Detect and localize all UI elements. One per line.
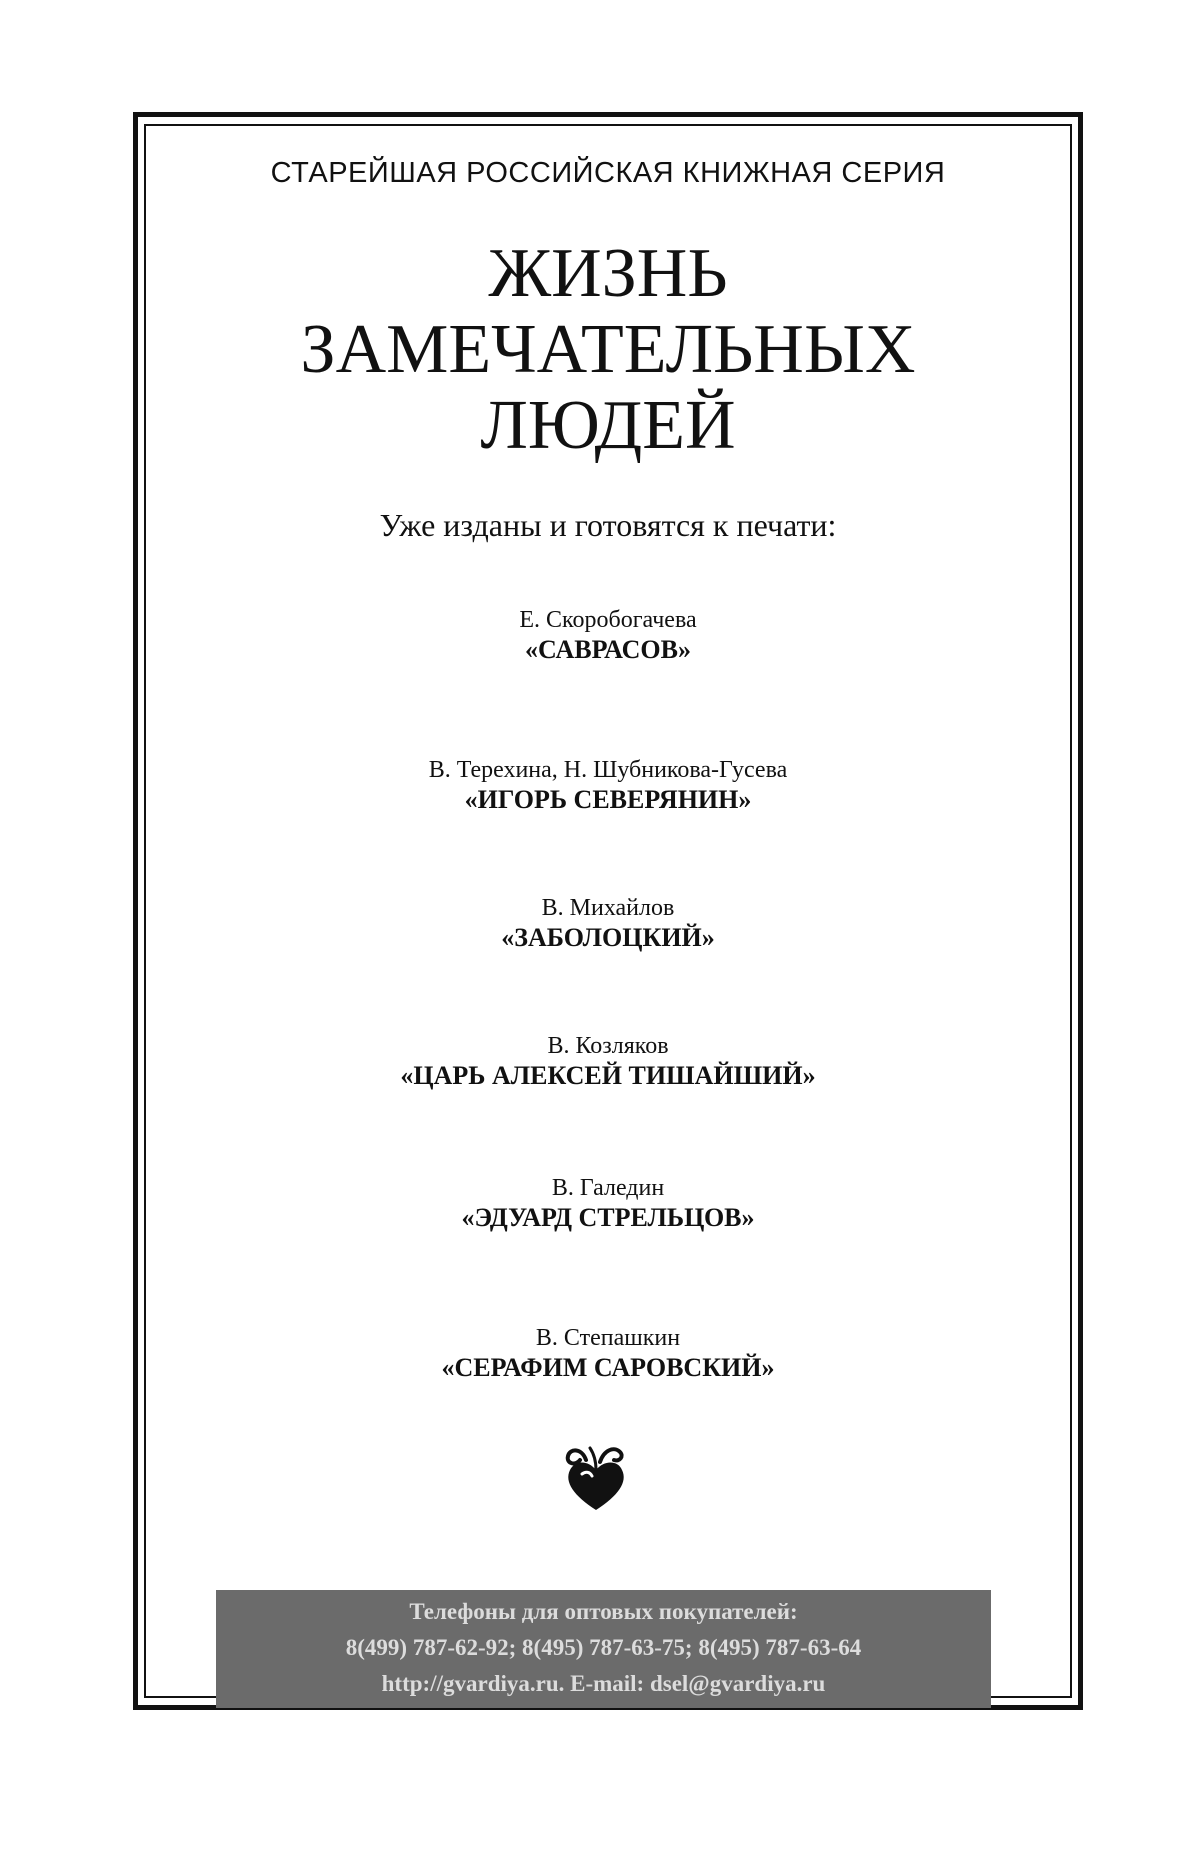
intro-text: Уже изданы и готовятся к печати: [379, 507, 837, 543]
book-list [146, 605, 1070, 1473]
contact-panel [216, 1590, 991, 1708]
series-title [146, 236, 1070, 464]
contact-phone-numbers: 8(499) 787-62-92; 8(495) 787-63-75; 8(495) 787-63-64 [345, 1635, 862, 1660]
contact-phones-heading: Телефоны для оптовых покупателей: [409, 1599, 798, 1624]
series-title-line: ЛЮДЕЙ [480, 387, 736, 464]
book-author: В. Степашкин [535, 1325, 681, 1351]
book-author: В. Терехина, Н. Шубникова-Гусева [428, 757, 788, 783]
book-entry [146, 893, 1070, 1031]
publisher-emblem-icon [556, 1438, 636, 1518]
book-author: В. Козляков [547, 1033, 669, 1059]
series-label: СТАРЕЙШАЯ РОССИЙСКАЯ КНИЖНАЯ СЕРИЯ [270, 157, 946, 189]
contact-web-email: http://gvardiya.ru. E-mail: dsel@gvardiya.ru [381, 1671, 826, 1696]
book-entry [146, 1031, 1070, 1173]
book-author: Е. Скоробогачева [519, 607, 697, 633]
book-title: «СЕРАФИМ САРОВСКИЙ» [441, 1353, 775, 1382]
book-entry [146, 605, 1070, 755]
book-title: «ИГОРЬ СЕВЕРЯНИН» [464, 785, 752, 814]
book-author: В. Михайлов [541, 895, 675, 921]
book-title: «ЦАРЬ АЛЕКСЕЙ ТИШАЙШИЙ» [400, 1061, 816, 1090]
book-entry [146, 1173, 1070, 1323]
series-title-line: ЖИЗНЬ [488, 235, 728, 312]
book-title: «САВРАСОВ» [525, 635, 691, 664]
book-entry [146, 755, 1070, 893]
book-title: «ЗАБОЛОЦКИЙ» [501, 923, 715, 952]
book-author: В. Галедин [551, 1175, 665, 1201]
series-title-line: ЗАМЕЧАТЕЛЬНЫХ [300, 311, 916, 388]
book-title: «ЭДУАРД СТРЕЛЬЦОВ» [461, 1203, 755, 1232]
